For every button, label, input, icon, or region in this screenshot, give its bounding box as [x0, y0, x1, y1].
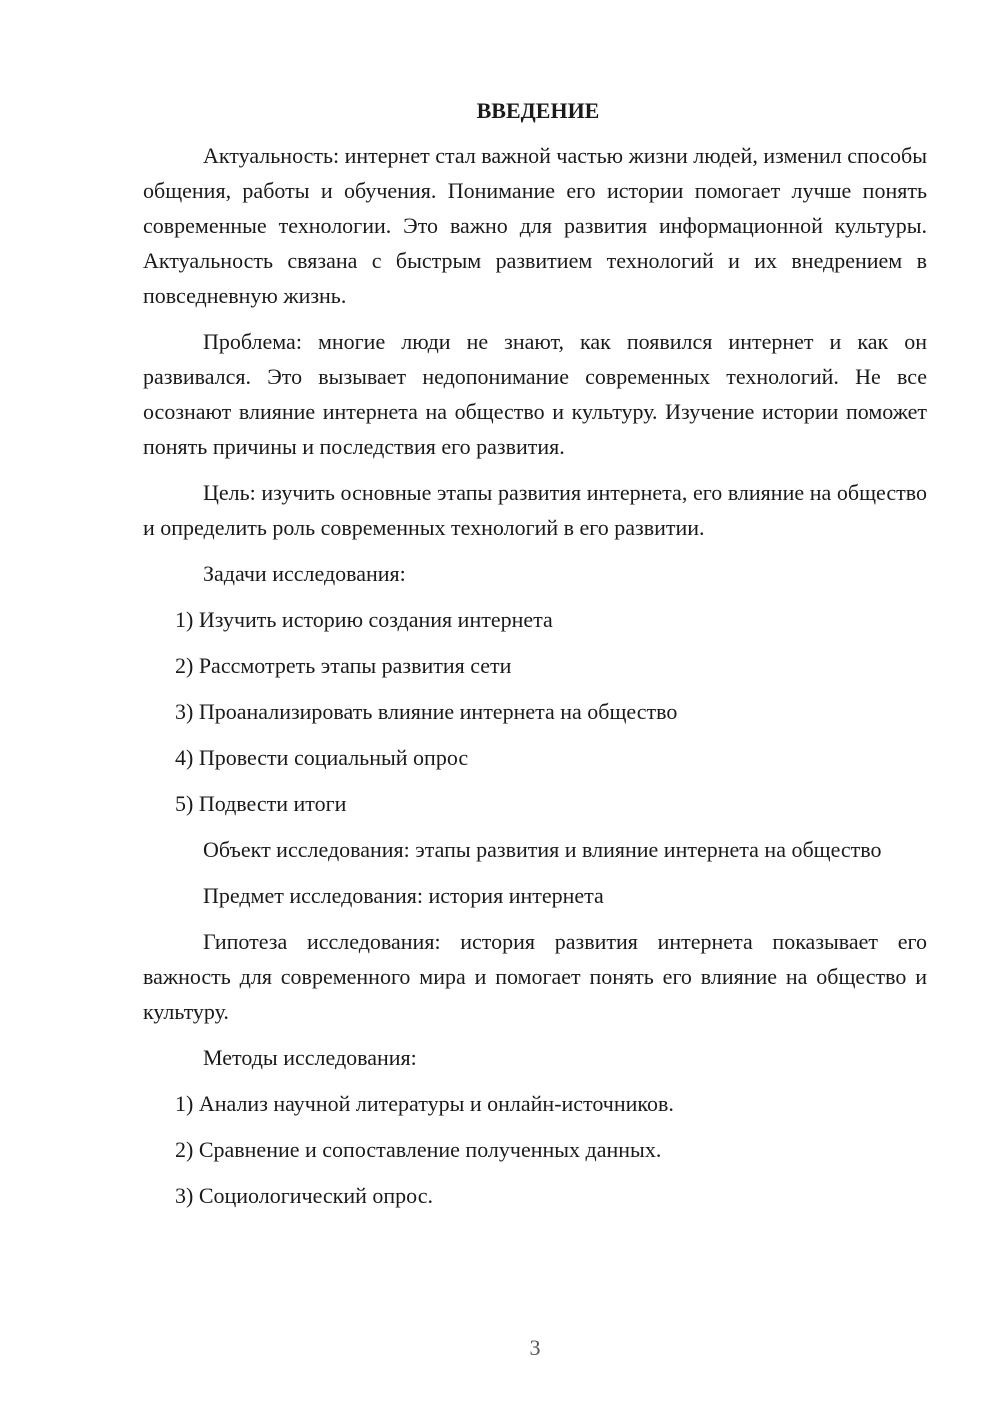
- list-item: 1) Анализ научной литературы и онлайн-источников.: [175, 1091, 674, 1116]
- relevance-paragraph: Актуальность: интернет стал важной частью жизни людей, изменил способы общения, работы и обучения. Понимание его истории помогает лучше понять современные технологии. Это важно для развития информационной культуры. Актуальность связана с быстрым развитием технологий и их внедрением в повседневную жизнь.: [143, 143, 928, 308]
- list-item: 3) Проанализировать влияние интернета на общество: [175, 699, 678, 724]
- tasks-list: [143, 602, 927, 821]
- list-item: 5) Подвести итоги: [175, 791, 347, 816]
- list-item: 3) Социологический опрос.: [175, 1183, 433, 1208]
- problem-paragraph: Проблема: многие люди не знают, как появился интернет и как он развивался. Это вызывает недопонимание современных технологий. Не все осознают влияние интернета на общество и культуру. Изучение истории поможет понять причины и последствия его развития.: [143, 329, 927, 459]
- goal-paragraph: Цель: изучить основные этапы развития интернета, его влияние на общество и определить роль современных технологий в его развитии.: [143, 480, 927, 540]
- list-item: 4) Провести социальный опрос: [175, 745, 469, 770]
- hypothesis-paragraph: Гипотеза исследования: история развития интернета показывает его важность для современного мира и помогает понять его влияние на общество и культуру.: [143, 929, 927, 1024]
- methods-title: Методы исследования:: [203, 1045, 417, 1070]
- tasks-title: Задачи исследования:: [203, 561, 406, 586]
- list-item: 1) Изучить историю создания интернета: [175, 607, 553, 632]
- list-item: 2) Сравнение и сопоставление полученных данных.: [175, 1137, 662, 1162]
- subject-paragraph: Предмет исследования: история интернета: [203, 883, 604, 908]
- section-heading: ВВЕДЕНИЕ: [476, 98, 600, 123]
- list-item: 2) Рассмотреть этапы развития сети: [175, 653, 512, 678]
- page-number: 3: [529, 1335, 541, 1360]
- methods-list: [143, 1086, 927, 1213]
- object-paragraph: Объект исследования: этапы развития и влияние интернета на общество: [203, 837, 882, 862]
- page-content: [143, 96, 927, 1224]
